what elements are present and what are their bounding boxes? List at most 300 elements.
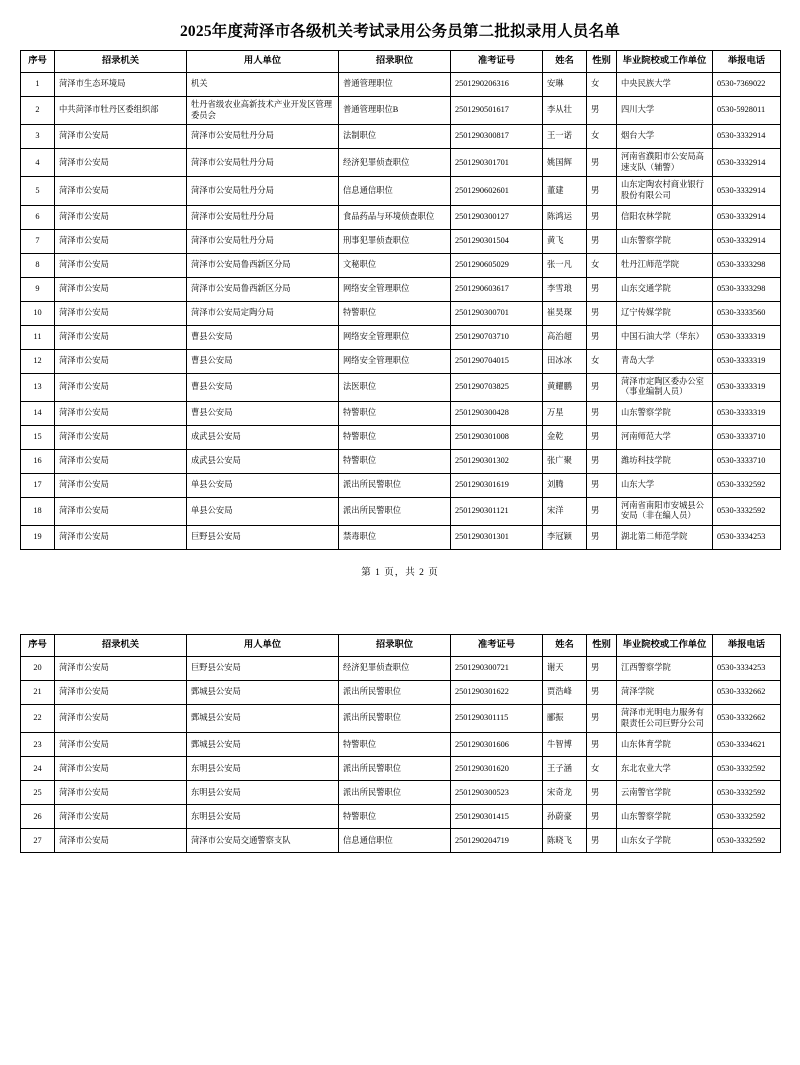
cell-tel: 0530-3334253 <box>713 526 781 550</box>
table-row <box>21 373 781 401</box>
cell-name: 李冠颖 <box>543 526 587 550</box>
cell-gender: 男 <box>587 149 617 177</box>
cell-tel: 0530-3333710 <box>713 425 781 449</box>
cell-unit: 机关 <box>187 73 339 97</box>
cell-school: 河南师范大学 <box>617 425 713 449</box>
cell-gender: 男 <box>587 473 617 497</box>
cell-exam-no: 2501290501617 <box>451 97 543 125</box>
cell-org: 菏泽市公安局 <box>55 149 187 177</box>
cell-unit: 曹县公安局 <box>187 373 339 401</box>
cell-school: 山东女子学院 <box>617 829 713 853</box>
table-row <box>21 425 781 449</box>
cell-tel: 0530-3332592 <box>713 473 781 497</box>
cell-index: 27 <box>21 829 55 853</box>
cell-org: 菏泽市公安局 <box>55 705 187 733</box>
cell-school: 山东警察学院 <box>617 805 713 829</box>
cell-unit: 东明县公安局 <box>187 781 339 805</box>
column-header-org-2: 招录机关 <box>55 635 187 657</box>
cell-school: 青岛大学 <box>617 349 713 373</box>
cell-gender: 男 <box>587 526 617 550</box>
cell-index: 15 <box>21 425 55 449</box>
cell-name: 崔昊琛 <box>543 301 587 325</box>
cell-position: 普通管理职位 <box>339 73 451 97</box>
column-header-index-2: 序号 <box>21 635 55 657</box>
cell-tel: 0530-3334621 <box>713 733 781 757</box>
table-row <box>21 177 781 205</box>
cell-org: 菏泽市公安局 <box>55 733 187 757</box>
cell-school: 云南警官学院 <box>617 781 713 805</box>
table-row <box>21 301 781 325</box>
table-row <box>21 497 781 525</box>
cell-name: 黄耀鹏 <box>543 373 587 401</box>
cell-position: 特警职位 <box>339 449 451 473</box>
cell-position: 法医职位 <box>339 373 451 401</box>
cell-unit: 巨野县公安局 <box>187 526 339 550</box>
cell-index: 5 <box>21 177 55 205</box>
column-header-unit-2: 用人单位 <box>187 635 339 657</box>
cell-unit: 鄄城县公安局 <box>187 705 339 733</box>
cell-gender: 男 <box>587 229 617 253</box>
cell-tel: 0530-3332662 <box>713 705 781 733</box>
cell-org: 菏泽市公安局 <box>55 681 187 705</box>
cell-tel: 0530-3332592 <box>713 829 781 853</box>
column-header-index: 序号 <box>21 51 55 73</box>
cell-tel: 0530-3332914 <box>713 125 781 149</box>
cell-gender: 男 <box>587 301 617 325</box>
cell-school: 山东警察学院 <box>617 229 713 253</box>
document-page-2 <box>0 624 800 853</box>
cell-school: 山东交通学院 <box>617 277 713 301</box>
cell-gender: 男 <box>587 681 617 705</box>
cell-org: 菏泽市公安局 <box>55 253 187 277</box>
cell-tel: 0530-3332592 <box>713 757 781 781</box>
cell-name: 李雪琅 <box>543 277 587 301</box>
cell-unit: 牡丹省级农业高新技术产业开发区管理委员会 <box>187 97 339 125</box>
cell-index: 11 <box>21 325 55 349</box>
cell-school: 河南省濮阳市公安局高速支队（辅警） <box>617 149 713 177</box>
cell-index: 22 <box>21 705 55 733</box>
cell-index: 7 <box>21 229 55 253</box>
cell-index: 16 <box>21 449 55 473</box>
cell-exam-no: 2501290301121 <box>451 497 543 525</box>
cell-position: 信息通信职位 <box>339 829 451 853</box>
cell-org: 菏泽市公安局 <box>55 325 187 349</box>
cell-exam-no: 2501290603617 <box>451 277 543 301</box>
table-row <box>21 205 781 229</box>
table-header <box>21 51 781 73</box>
cell-school: 山东大学 <box>617 473 713 497</box>
cell-unit: 菏泽市公安局牡丹分局 <box>187 205 339 229</box>
cell-exam-no: 2501290301620 <box>451 757 543 781</box>
cell-org: 菏泽市公安局 <box>55 526 187 550</box>
cell-position: 派出所民警职位 <box>339 757 451 781</box>
page-break-spacer <box>0 584 800 624</box>
cell-org: 菏泽市公安局 <box>55 425 187 449</box>
cell-exam-no: 2501290300721 <box>451 657 543 681</box>
cell-name: 宋洋 <box>543 497 587 525</box>
cell-exam-no: 2501290301302 <box>451 449 543 473</box>
column-header-exam-no: 准考证号 <box>451 51 543 73</box>
cell-tel: 0530-3334253 <box>713 657 781 681</box>
cell-org: 菏泽市公安局 <box>55 805 187 829</box>
cell-org: 菏泽市公安局 <box>55 349 187 373</box>
cell-tel: 0530-3332592 <box>713 781 781 805</box>
cell-name: 张广聚 <box>543 449 587 473</box>
cell-gender: 男 <box>587 401 617 425</box>
table-row <box>21 73 781 97</box>
cell-org: 菏泽市公安局 <box>55 277 187 301</box>
table-row <box>21 277 781 301</box>
column-header-position-2: 招录职位 <box>339 635 451 657</box>
cell-name: 牛智博 <box>543 733 587 757</box>
cell-exam-no: 2501290301619 <box>451 473 543 497</box>
column-header-tel: 举报电话 <box>713 51 781 73</box>
cell-position: 派出所民警职位 <box>339 781 451 805</box>
cell-org: 菏泽市公安局 <box>55 177 187 205</box>
cell-school: 中国石油大学（华东） <box>617 325 713 349</box>
cell-tel: 0530-3332914 <box>713 229 781 253</box>
cell-index: 25 <box>21 781 55 805</box>
cell-exam-no: 2501290301504 <box>451 229 543 253</box>
table-row <box>21 781 781 805</box>
page-footer-1: 第 1 页，共 2 页 <box>361 568 439 579</box>
cell-org: 菏泽市公安局 <box>55 373 187 401</box>
cell-unit: 单县公安局 <box>187 497 339 525</box>
cell-org: 菏泽市公安局 <box>55 829 187 853</box>
table-row <box>21 325 781 349</box>
cell-position: 特警职位 <box>339 301 451 325</box>
cell-org: 菏泽市公安局 <box>55 473 187 497</box>
cell-name: 万星 <box>543 401 587 425</box>
cell-gender: 男 <box>587 829 617 853</box>
cell-tel: 0530-3333560 <box>713 301 781 325</box>
cell-school: 四川大学 <box>617 97 713 125</box>
cell-exam-no: 2501290301606 <box>451 733 543 757</box>
cell-exam-no: 2501290703825 <box>451 373 543 401</box>
cell-school: 菏泽市定陶区委办公室（事业编制人员） <box>617 373 713 401</box>
cell-name: 李从壮 <box>543 97 587 125</box>
cell-unit: 菏泽市公安局鲁西新区分局 <box>187 277 339 301</box>
column-header-unit: 用人单位 <box>187 51 339 73</box>
cell-school: 东北农业大学 <box>617 757 713 781</box>
cell-gender: 男 <box>587 205 617 229</box>
cell-position: 文秘职位 <box>339 253 451 277</box>
cell-tel: 0530-3333319 <box>713 373 781 401</box>
cell-exam-no: 2501290300523 <box>451 781 543 805</box>
page-title: 2025年度菏泽市各级机关考试录用公务员第二批拟录用人员名单 <box>179 23 620 40</box>
cell-gender: 女 <box>587 125 617 149</box>
cell-unit: 菏泽市公安局交通警察支队 <box>187 829 339 853</box>
cell-tel: 0530-3332592 <box>713 497 781 525</box>
cell-unit: 成武县公安局 <box>187 449 339 473</box>
cell-org: 菏泽市公安局 <box>55 205 187 229</box>
cell-tel: 0530-3332592 <box>713 805 781 829</box>
cell-name: 孙蔚豪 <box>543 805 587 829</box>
table-row <box>21 733 781 757</box>
table-body-page-1 <box>21 73 781 550</box>
cell-position: 经济犯罪侦查职位 <box>339 657 451 681</box>
cell-index: 6 <box>21 205 55 229</box>
cell-position: 网络安全管理职位 <box>339 277 451 301</box>
table-body-page-2 <box>21 657 781 853</box>
cell-unit: 菏泽市公安局牡丹分局 <box>187 125 339 149</box>
cell-index: 8 <box>21 253 55 277</box>
cell-name: 贾浩峰 <box>543 681 587 705</box>
column-header-school-2: 毕业院校或工作单位 <box>617 635 713 657</box>
column-header-gender: 性别 <box>587 51 617 73</box>
cell-unit: 鄄城县公安局 <box>187 733 339 757</box>
page-2-top-margin <box>0 624 800 634</box>
cell-name: 张一凡 <box>543 253 587 277</box>
cell-school: 牡丹江师范学院 <box>617 253 713 277</box>
cell-position: 网络安全管理职位 <box>339 325 451 349</box>
column-header-name: 姓名 <box>543 51 587 73</box>
column-header-gender-2: 性别 <box>587 635 617 657</box>
cell-exam-no: 2501290300127 <box>451 205 543 229</box>
cell-index: 1 <box>21 73 55 97</box>
cell-index: 13 <box>21 373 55 401</box>
cell-position: 特警职位 <box>339 805 451 829</box>
cell-school: 烟台大学 <box>617 125 713 149</box>
cell-gender: 男 <box>587 781 617 805</box>
cell-exam-no: 2501290301115 <box>451 705 543 733</box>
cell-gender: 男 <box>587 425 617 449</box>
cell-name: 田冰冰 <box>543 349 587 373</box>
table-row <box>21 253 781 277</box>
cell-school: 菏泽学院 <box>617 681 713 705</box>
cell-unit: 曹县公安局 <box>187 349 339 373</box>
cell-index: 19 <box>21 526 55 550</box>
cell-org: 菏泽市公安局 <box>55 657 187 681</box>
cell-index: 26 <box>21 805 55 829</box>
cell-exam-no: 2501290301008 <box>451 425 543 449</box>
cell-index: 20 <box>21 657 55 681</box>
cell-org: 菏泽市公安局 <box>55 401 187 425</box>
cell-tel: 0530-3332914 <box>713 149 781 177</box>
table-header-2 <box>21 635 781 657</box>
cell-org: 菏泽市公安局 <box>55 125 187 149</box>
cell-exam-no: 2501290206316 <box>451 73 543 97</box>
column-header-position: 招录职位 <box>339 51 451 73</box>
cell-index: 12 <box>21 349 55 373</box>
cell-exam-no: 2501290704015 <box>451 349 543 373</box>
cell-name: 金乾 <box>543 425 587 449</box>
roster-table-page-2-wrap <box>0 634 800 853</box>
cell-gender: 男 <box>587 657 617 681</box>
cell-index: 9 <box>21 277 55 301</box>
cell-org: 菏泽市公安局 <box>55 757 187 781</box>
cell-school: 菏泽市光明电力服务有限责任公司巨野分公司 <box>617 705 713 733</box>
table-row <box>21 757 781 781</box>
cell-gender: 男 <box>587 705 617 733</box>
cell-exam-no: 2501290602601 <box>451 177 543 205</box>
cell-exam-no: 2501290204719 <box>451 829 543 853</box>
cell-exam-no: 2501290300817 <box>451 125 543 149</box>
cell-position: 刑事犯罪侦查职位 <box>339 229 451 253</box>
table-row <box>21 449 781 473</box>
cell-tel: 0530-3333319 <box>713 401 781 425</box>
column-header-exam-no-2: 准考证号 <box>451 635 543 657</box>
cell-exam-no: 2501290301415 <box>451 805 543 829</box>
table-row <box>21 657 781 681</box>
cell-gender: 男 <box>587 277 617 301</box>
cell-org: 菏泽市公安局 <box>55 781 187 805</box>
cell-gender: 男 <box>587 449 617 473</box>
cell-school: 中央民族大学 <box>617 73 713 97</box>
cell-school: 山东警察学院 <box>617 401 713 425</box>
cell-name: 董建 <box>543 177 587 205</box>
cell-index: 3 <box>21 125 55 149</box>
table-header-row <box>21 51 781 73</box>
cell-unit: 东明县公安局 <box>187 805 339 829</box>
cell-school: 江西警察学院 <box>617 657 713 681</box>
cell-position: 法制职位 <box>339 125 451 149</box>
cell-name: 王一诺 <box>543 125 587 149</box>
cell-school: 潍坊科技学院 <box>617 449 713 473</box>
cell-name: 谢天 <box>543 657 587 681</box>
cell-school: 山东定陶农村商业银行股份有限公司 <box>617 177 713 205</box>
table-row <box>21 805 781 829</box>
cell-index: 2 <box>21 97 55 125</box>
cell-exam-no: 2501290301622 <box>451 681 543 705</box>
cell-name: 黄飞 <box>543 229 587 253</box>
cell-tel: 0530-7369022 <box>713 73 781 97</box>
cell-index: 24 <box>21 757 55 781</box>
roster-table-page-1-wrap <box>0 50 800 550</box>
cell-gender: 男 <box>587 733 617 757</box>
cell-exam-no: 2501290301301 <box>451 526 543 550</box>
cell-name: 陈晓飞 <box>543 829 587 853</box>
cell-name: 陈鸿运 <box>543 205 587 229</box>
table-row <box>21 829 781 853</box>
cell-unit: 菏泽市公安局定陶分局 <box>187 301 339 325</box>
cell-unit: 菏泽市公安局牡丹分局 <box>187 177 339 205</box>
cell-position: 信息通信职位 <box>339 177 451 205</box>
cell-gender: 女 <box>587 73 617 97</box>
cell-name: 姚国辉 <box>543 149 587 177</box>
table-row <box>21 473 781 497</box>
cell-name: 安琳 <box>543 73 587 97</box>
cell-unit: 菏泽市公安局牡丹分局 <box>187 229 339 253</box>
cell-unit: 曹县公安局 <box>187 401 339 425</box>
cell-name: 郦振 <box>543 705 587 733</box>
cell-org: 菏泽市公安局 <box>55 301 187 325</box>
cell-position: 特警职位 <box>339 733 451 757</box>
cell-position: 派出所民警职位 <box>339 681 451 705</box>
cell-exam-no: 2501290300428 <box>451 401 543 425</box>
table-row <box>21 349 781 373</box>
cell-position: 派出所民警职位 <box>339 473 451 497</box>
roster-table-page-2 <box>20 634 781 853</box>
column-header-tel-2: 举报电话 <box>713 635 781 657</box>
cell-tel: 0530-3333319 <box>713 349 781 373</box>
cell-exam-no: 2501290605029 <box>451 253 543 277</box>
cell-school: 信阳农林学院 <box>617 205 713 229</box>
cell-org: 菏泽市生态环境局 <box>55 73 187 97</box>
cell-gender: 男 <box>587 373 617 401</box>
cell-gender: 女 <box>587 757 617 781</box>
cell-org: 菏泽市公安局 <box>55 449 187 473</box>
cell-name: 高治超 <box>543 325 587 349</box>
cell-school: 湖北第二师范学院 <box>617 526 713 550</box>
cell-tel: 0530-5928011 <box>713 97 781 125</box>
cell-unit: 成武县公安局 <box>187 425 339 449</box>
table-row <box>21 705 781 733</box>
table-row <box>21 526 781 550</box>
cell-position: 食品药品与环境侦查职位 <box>339 205 451 229</box>
cell-name: 王子涵 <box>543 757 587 781</box>
cell-org: 菏泽市公安局 <box>55 497 187 525</box>
cell-exam-no: 2501290300701 <box>451 301 543 325</box>
cell-index: 17 <box>21 473 55 497</box>
column-header-school: 毕业院校或工作单位 <box>617 51 713 73</box>
cell-name: 宋奇龙 <box>543 781 587 805</box>
column-header-name-2: 姓名 <box>543 635 587 657</box>
cell-index: 21 <box>21 681 55 705</box>
cell-unit: 菏泽市公安局牡丹分局 <box>187 149 339 177</box>
cell-org: 菏泽市公安局 <box>55 229 187 253</box>
table-row <box>21 401 781 425</box>
roster-table-page-1 <box>20 50 781 550</box>
table-row <box>21 681 781 705</box>
cell-school: 辽宁传媒学院 <box>617 301 713 325</box>
table-row <box>21 125 781 149</box>
cell-index: 10 <box>21 301 55 325</box>
cell-tel: 0530-3332914 <box>713 205 781 229</box>
cell-tel: 0530-3332662 <box>713 681 781 705</box>
cell-tel: 0530-3332914 <box>713 177 781 205</box>
cell-position: 禁毒职位 <box>339 526 451 550</box>
table-row <box>21 229 781 253</box>
cell-position: 特警职位 <box>339 425 451 449</box>
cell-position: 普通管理职位B <box>339 97 451 125</box>
cell-gender: 男 <box>587 177 617 205</box>
cell-position: 派出所民警职位 <box>339 705 451 733</box>
cell-gender: 女 <box>587 349 617 373</box>
cell-unit: 菏泽市公安局鲁西新区分局 <box>187 253 339 277</box>
cell-exam-no: 2501290703710 <box>451 325 543 349</box>
cell-tel: 0530-3333298 <box>713 277 781 301</box>
cell-gender: 男 <box>587 97 617 125</box>
cell-tel: 0530-3333319 <box>713 325 781 349</box>
cell-exam-no: 2501290301701 <box>451 149 543 177</box>
table-row <box>21 97 781 125</box>
cell-index: 18 <box>21 497 55 525</box>
cell-school: 山东体育学院 <box>617 733 713 757</box>
cell-name: 刘腾 <box>543 473 587 497</box>
cell-org: 中共菏泽市牡丹区委组织部 <box>55 97 187 125</box>
cell-index: 14 <box>21 401 55 425</box>
cell-position: 特警职位 <box>339 401 451 425</box>
table-header-row-2 <box>21 635 781 657</box>
cell-unit: 鄄城县公安局 <box>187 681 339 705</box>
cell-gender: 男 <box>587 805 617 829</box>
cell-position: 网络安全管理职位 <box>339 349 451 373</box>
cell-index: 23 <box>21 733 55 757</box>
table-row <box>21 149 781 177</box>
cell-index: 4 <box>21 149 55 177</box>
cell-position: 经济犯罪侦查职位 <box>339 149 451 177</box>
cell-unit: 巨野县公安局 <box>187 657 339 681</box>
column-header-org: 招录机关 <box>55 51 187 73</box>
cell-position: 派出所民警职位 <box>339 497 451 525</box>
cell-unit: 曹县公安局 <box>187 325 339 349</box>
cell-tel: 0530-3333710 <box>713 449 781 473</box>
cell-gender: 男 <box>587 325 617 349</box>
cell-unit: 东明县公安局 <box>187 757 339 781</box>
cell-school: 河南省南阳市安城县公安局（非在编人员） <box>617 497 713 525</box>
cell-unit: 单县公安局 <box>187 473 339 497</box>
